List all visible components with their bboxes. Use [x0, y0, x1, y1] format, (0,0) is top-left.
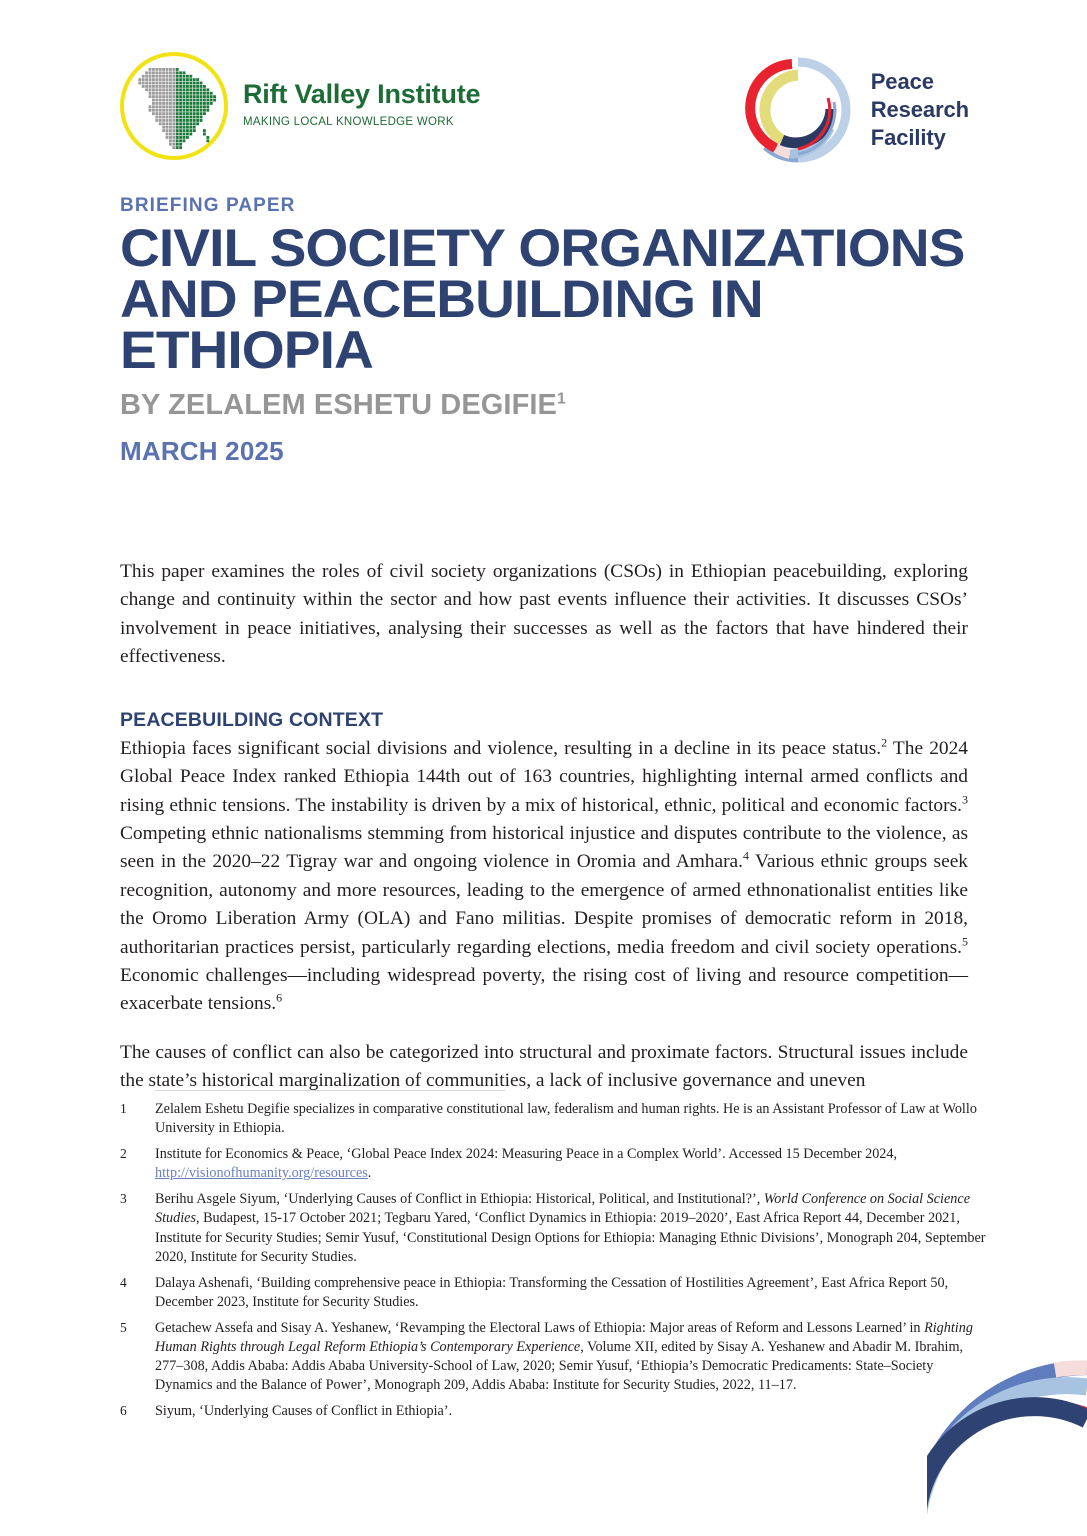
footnote-text-segment: Siyum, ‘Underlying Causes of Conflict in Ethiopia’.	[155, 1403, 453, 1420]
footnote-text-segment: .	[367, 1165, 372, 1182]
prf-line-1: Peace	[870, 68, 934, 94]
footnote-number: 3	[120, 1191, 127, 1207]
footnote-number: 2	[120, 1146, 127, 1162]
footnote-item	[120, 1402, 990, 1421]
prf-line-2: Research	[870, 96, 969, 122]
footnote-marker-3: 3	[961, 792, 968, 807]
p1-seg-b: The 2024 Global Peace Index ranked Ethiopia 144th out of 163 countries, highlighting internal armed conflicts and rising ethnic tensions. The instability is driven by a mix of historical, ethnic, political and economic factors.	[120, 737, 968, 816]
page-title	[120, 219, 1004, 380]
title-block	[120, 196, 970, 464]
footnote-separator-rule	[155, 1090, 505, 1091]
p1-seg-d: Various ethnic groups seek recognition, autonomy and more resources, leading to the emergence of armed ethnonationalist entities like the Oromo Liberation Army (OLA) and Fano militias. Despite promises of democratic reform in 2018, authoritarian practices persist, particularly regarding elections, media freedom and civil society operations.	[120, 851, 968, 958]
body-paragraph-1	[120, 735, 968, 1019]
title-line-2: AND PEACEBUILDING IN ETHIOPIA	[120, 269, 763, 380]
footnote-text	[155, 1145, 990, 1183]
p1-seg-a: Ethiopia faces significant social divisions and violence, resulting in a decline in its peace status.	[120, 737, 882, 759]
footnote-text-segment: Zelalem Eshetu Degifie specializes in comparative constitutional law, federalism and human rights. He is an Assistant Professor of Law at Wollo University in Ethiopia.	[155, 1101, 977, 1137]
p1-seg-c: Competing ethnic nationalisms stemming from historical injustice and disputes contribute to the violence, as seen in the 2020–22 Tigray war and ongoing violence in Oromia and Amhara.	[120, 822, 968, 873]
footnote-text-segment: Berihu Asgele Siyum, ‘Underlying Causes of Conflict in Ethiopia: Historical, Political, and Institutional?’,	[155, 1191, 764, 1208]
footnote-text	[155, 1100, 990, 1138]
footnote-item	[120, 1190, 990, 1266]
footnote-text-segment: , Budapest, 15-17 October 2021; Tegbaru Yared, ‘Conflict Dynamics in Ethiopia: 2019–2020’, East Africa Report 44, December 2021, Institute for Security Studies; Semir Yusuf, ‘Constitutional Design Options for Ethiopia: Managing Ethnic Divisions’, Monograph 204, September 2020, Institute for Security Studies.	[155, 1210, 986, 1265]
author-name: BY ZELALEM ESHETU DEGIFIE	[120, 388, 558, 421]
footnote-title-italic: World Conference on Social Science Studies	[155, 1191, 970, 1227]
footnote-text	[155, 1274, 990, 1312]
footnote-hyperlink[interactable]: http://visionofhumanity.org/resources	[155, 1165, 368, 1182]
concentric-arcs-icon	[742, 54, 854, 166]
footnote-number: 1	[120, 1101, 127, 1116]
footnote-marker-2: 2	[881, 735, 888, 750]
footnote-item	[120, 1319, 990, 1395]
document-kicker: BRIEFING PAPER	[120, 195, 296, 216]
section-heading-peacebuilding-context: PEACEBUILDING CONTEXT	[120, 708, 384, 731]
p1-seg-e: Economic challenges—including widespread poverty, the rising cost of living and resource competition—exacerbate tensions.	[120, 965, 968, 1015]
footnote-text	[155, 1402, 990, 1421]
prf-line-3: Facility	[870, 125, 946, 151]
footnote-number: 4	[120, 1274, 127, 1290]
footnote-marker-6: 6	[276, 991, 283, 1006]
publication-date: MARCH 2025	[120, 435, 284, 466]
footnote-title-italic: Righting Human Rights through Legal Reform Ethiopia’s Contemporary Experience	[155, 1319, 973, 1356]
footnote-marker-4: 4	[743, 848, 750, 863]
footnote-item	[120, 1145, 990, 1183]
title-line-1: CIVIL SOCIETY ORGANIZATIONS	[120, 219, 965, 278]
rift-valley-institute-logo	[120, 52, 480, 160]
footnote-number: 6	[120, 1403, 127, 1419]
footnote-item	[120, 1274, 990, 1312]
body-paragraph-2: The causes of conflict can also be categorized into structural and proximate factors. Structural issues include the state’s historical marginalization of communities, a lack of inclusive governance and uneven	[120, 1041, 968, 1092]
rvi-wordmark	[243, 80, 480, 133]
footnotes-section	[120, 1090, 990, 1428]
footnote-text-segment: Dalaya Ashenafi, ‘Building comprehensive peace in Ethiopia: Transforming the Cessation of Hostilities Agreement’, East Africa Report 50, December 2023, Institute for Security Studies.	[155, 1274, 949, 1310]
rvi-tagline: MAKING LOCAL KNOWLEDGE WORK	[243, 116, 454, 129]
peace-research-facility-logo	[742, 54, 969, 166]
author-byline	[120, 388, 970, 421]
footnote-item	[120, 1100, 990, 1138]
rvi-name: Rift Valley Institute	[243, 78, 481, 109]
footnote-text	[155, 1190, 990, 1266]
africa-map-icon	[120, 52, 228, 160]
footnote-text-segment: Institute for Economics & Peace, ‘Global Peace Index 2024: Measuring Peace in a Complex World’. Accessed 15 December 2024,	[155, 1146, 898, 1163]
footnote-marker-5: 5	[961, 934, 968, 949]
footnote-number: 5	[120, 1319, 127, 1335]
footnote-list	[120, 1100, 990, 1421]
author-footnote-marker: 1	[557, 389, 566, 407]
prf-wordmark	[871, 68, 969, 152]
footnote-text-segment: Getachew Assefa and Sisay A. Yeshanew, ‘Revamping the Electoral Laws of Ethiopia: Major areas of Reform and Lessons Learned’ in	[155, 1319, 925, 1336]
footnote-text	[155, 1319, 990, 1395]
footnote-text-segment: , Volume XII, edited by Sisay A. Yeshanew and Abadir M. Ibrahim, 277–308, Addis Ababa: Addis Ababa University-School of Law, 2020; Semir Yusuf, ‘Ethiopia’s Democratic Predicaments: State–Society Dynamics and the Balance of Power’, Monograph 209, Addis Ababa: Institute for Security Studies, 2022, 11–17.	[155, 1339, 964, 1394]
document-body	[120, 558, 968, 1096]
abstract-paragraph: This paper examines the roles of civil society organizations (CSOs) in Ethiopian peacebuilding, exploring change and continuity within the sector and how past events influence their activities. It discusses CSOs’ involvement in peace initiatives, analysing their successes as well as the factors that have hindered their effectiveness.	[120, 561, 968, 668]
africa-map-svg	[135, 68, 221, 152]
page-header	[0, 52, 1087, 172]
